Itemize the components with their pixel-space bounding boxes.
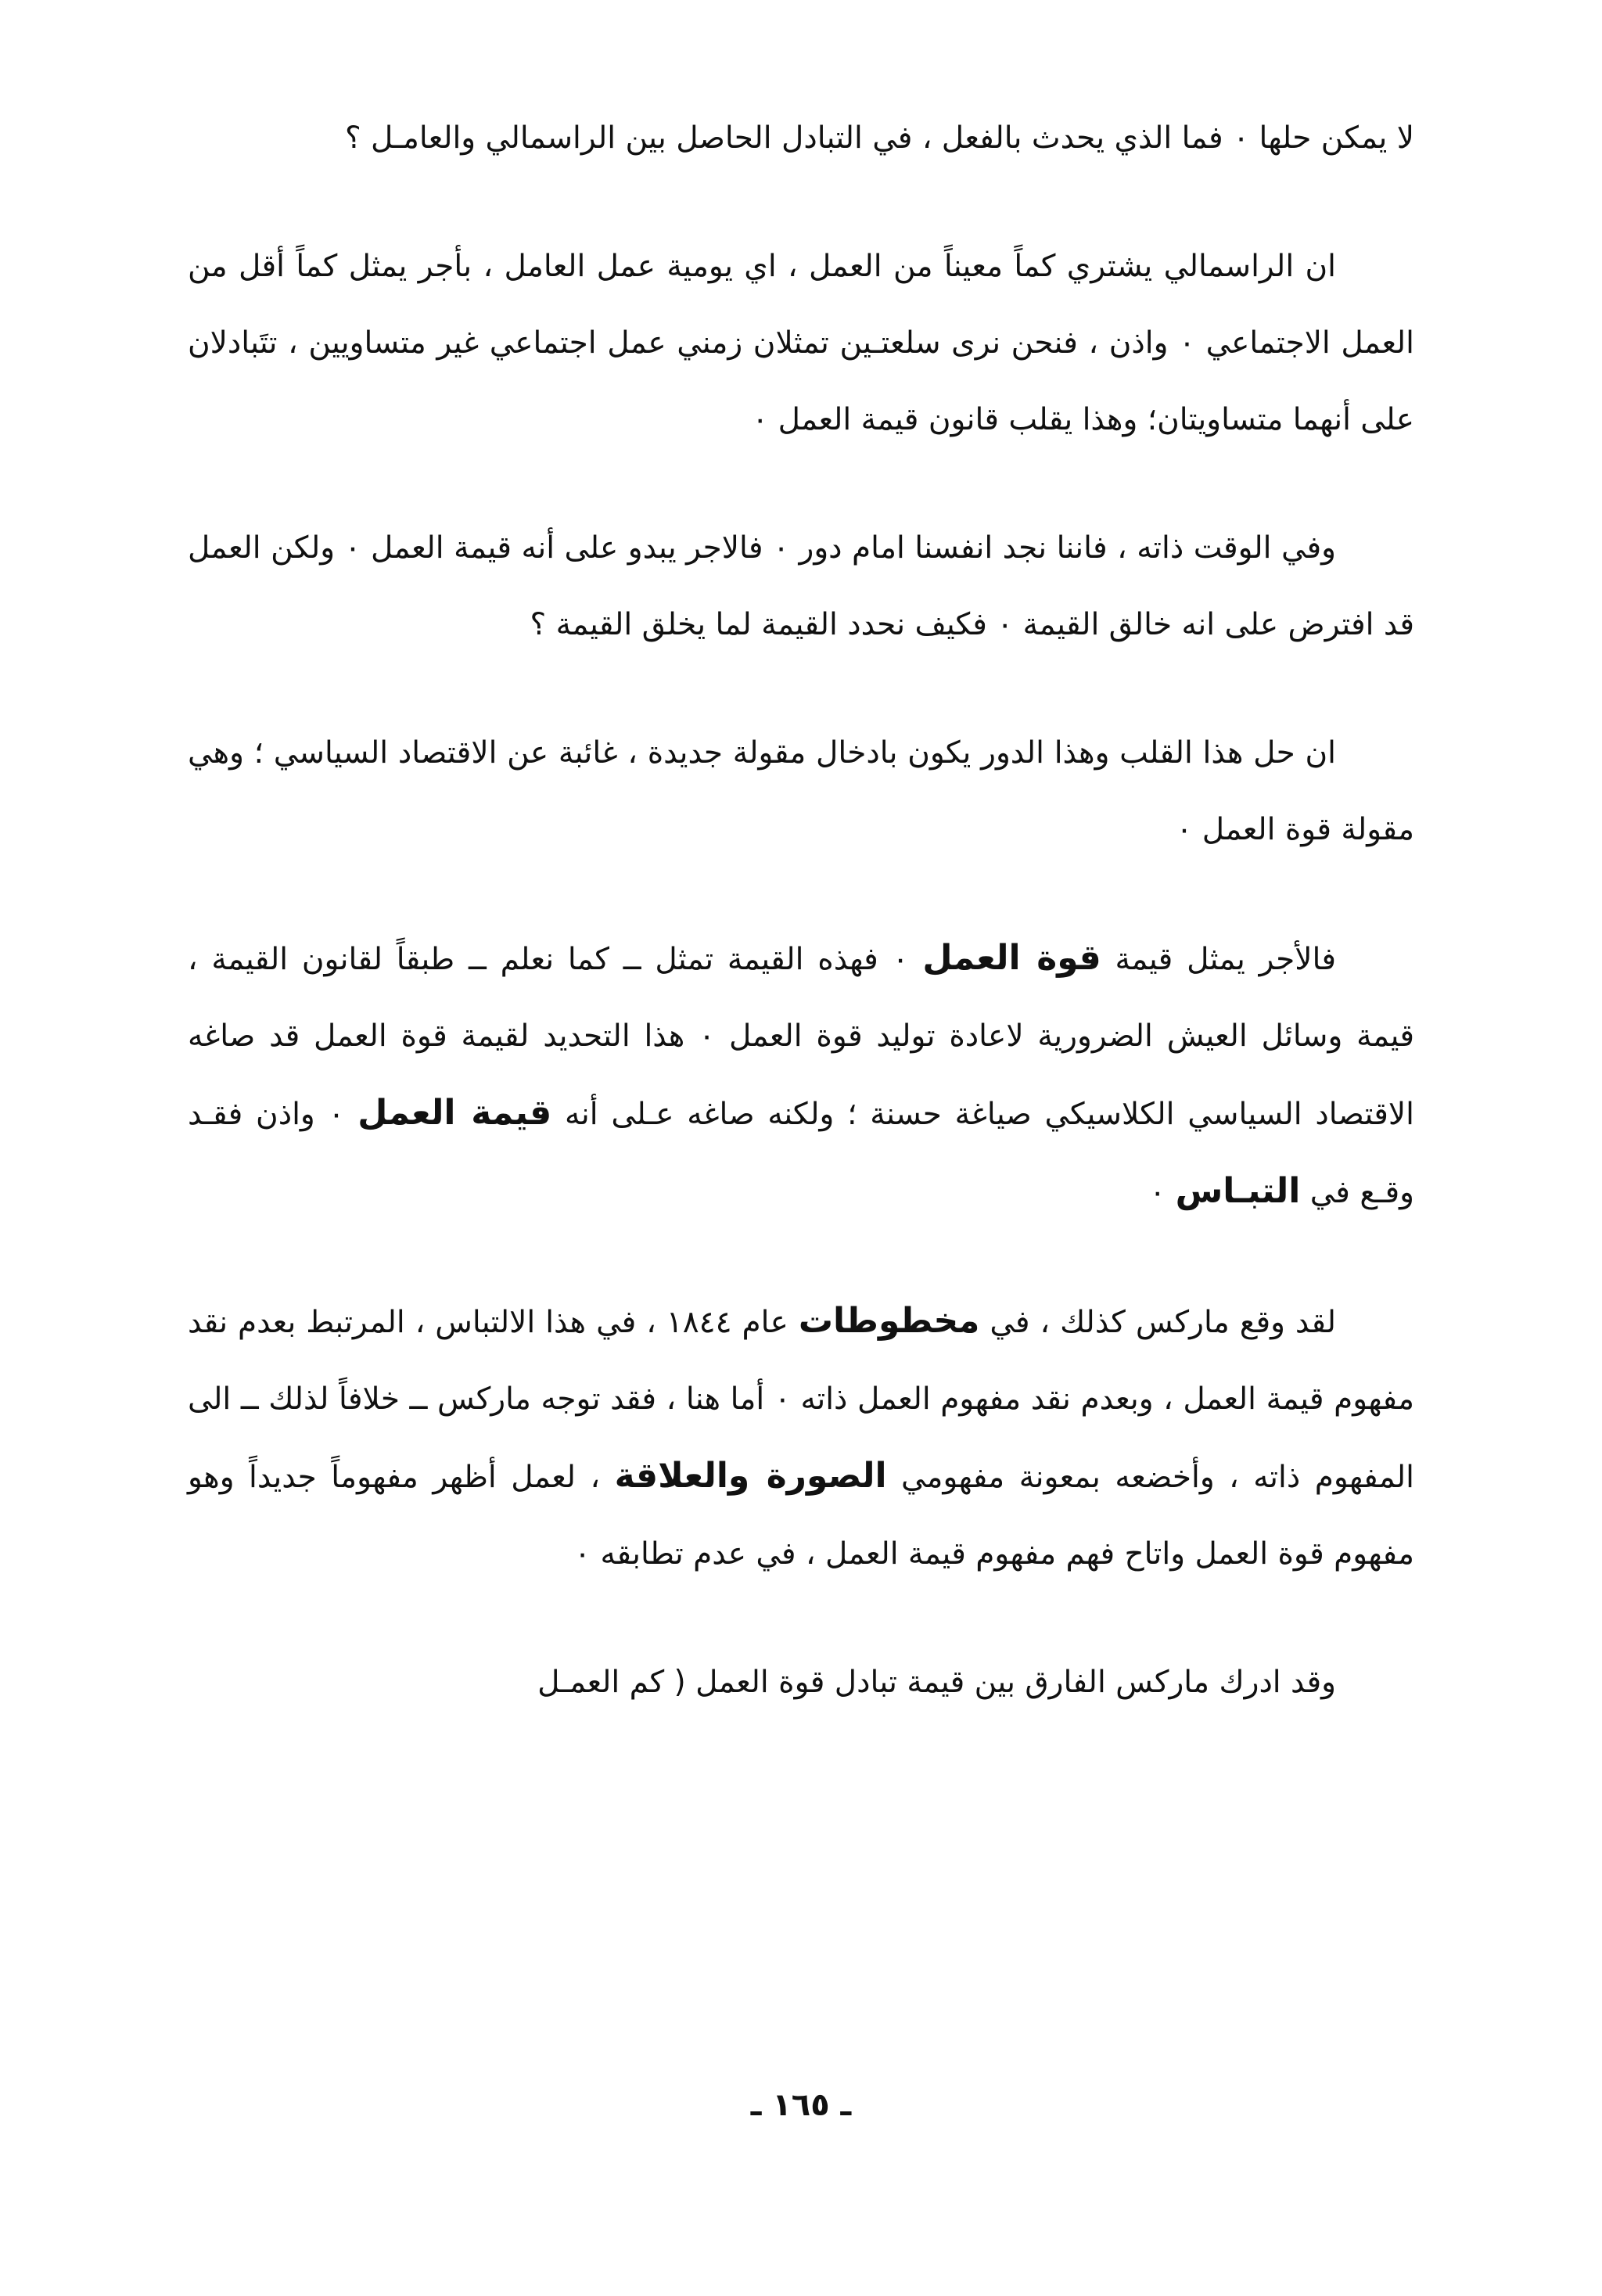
bold-term-labor-power: قوة العمل — [922, 938, 1101, 978]
paragraph-6-text-c: عام ١٨٤٤ ، في هذا الالتباس ، المرتبط بعدم نقد مفهوم قيمة العمل ، وبعدم نقد مفهوم العمل ذاته ٠ أما هنا ، فقد توجه ماركس ــ خلافاً لذلك ــ الى المفهوم ذاته ، وأخضعه بمعونة مفهومي — [188, 1305, 1414, 1495]
paragraph-6-text-a: لقد وقع ماركس كذلك ، في — [979, 1305, 1336, 1340]
page-number: ـ ١٦٥ ـ — [750, 2087, 852, 2123]
paragraph-2: ان الراسمالي يشتري كماً معيناً من العمل ، اي يومية عمل العامل ، بأجر يمثل كماً أقل من العمل الاجتماعي ٠ واذن ، فنحن نرى سلعتـين تمثلان زمني عمل اجتماعي غير متساويين ، تتَبادلان على أنهما متساويتان؛ وهذا يقلب قانون قيمة العمل ٠ — [188, 249, 1414, 437]
paragraph-5-text-c: ٠ فهذه القيمة تمثل ــ كما نعلم ــ طبقاً لقانون القيمة ، قيمة وسائل العيش الضرورية لاعادة توليد قوة العمل ٠ هذا التحديد لقيمة قوة العمل قد صاغه الاقتصاد السياسي الكلاسيكي صياغة حسنة ؛ ولكنه صاغه عـلى أنه — [188, 942, 1415, 1132]
paragraph-7: وقد ادرك ماركس الفارق بين قيمة تبادل قوة العمل ( كم العمـل — [537, 1665, 1336, 1700]
paragraph-6 — [188, 1283, 1414, 1593]
paragraph-5 — [188, 920, 1414, 1231]
paragraph-5-text-g: ٠ — [1149, 1175, 1176, 1210]
paragraph-3: وفي الوقت ذاته ، فاننا نجد انفسنا امام دور ٠ فالاجر يبدو على أنه قيمة العمل ٠ ولكن العمل قد افترض على انه خالق القيمة ٠ فكيف نحدد القيمة لما يخلق القيمة ؟ — [188, 530, 1414, 642]
bold-term-manuscripts: مخطوطات — [798, 1301, 980, 1341]
bold-term-confusion: التبـاس — [1175, 1171, 1301, 1211]
paragraph-1: لا يمكن حلها ٠ فما الذي يحدث بالفعل ، في التبادل الحاصل بين الراسمالي والعامـل ؟ — [344, 120, 1414, 156]
bold-term-value-of-labor: قيمة العمل — [357, 1093, 552, 1133]
bold-term-form-and-relation: الصورة والعلاقة — [614, 1456, 887, 1496]
paragraph-6-text-e: ، لعمل أظهر مفهوماً جديداً وهو مفهوم قوة العمل واتاح فهم مفهوم قيمة العمل ، في عدم تطابقه ٠ — [188, 1460, 1414, 1572]
body-text — [188, 100, 1414, 1773]
paragraph-4: ان حل هذا القلب وهذا الدور يكون بادخال مقولة جديدة ، غائبة عن الاقتصاد السياسي ؛ وهي مقولة قوة العمل ٠ — [188, 735, 1414, 847]
paragraph-5-text-a: فالأجر يمثل قيمة — [1101, 942, 1336, 977]
paragraph-5-text-e: ٠ واذن فقـد وقـع في — [188, 1097, 1414, 1210]
